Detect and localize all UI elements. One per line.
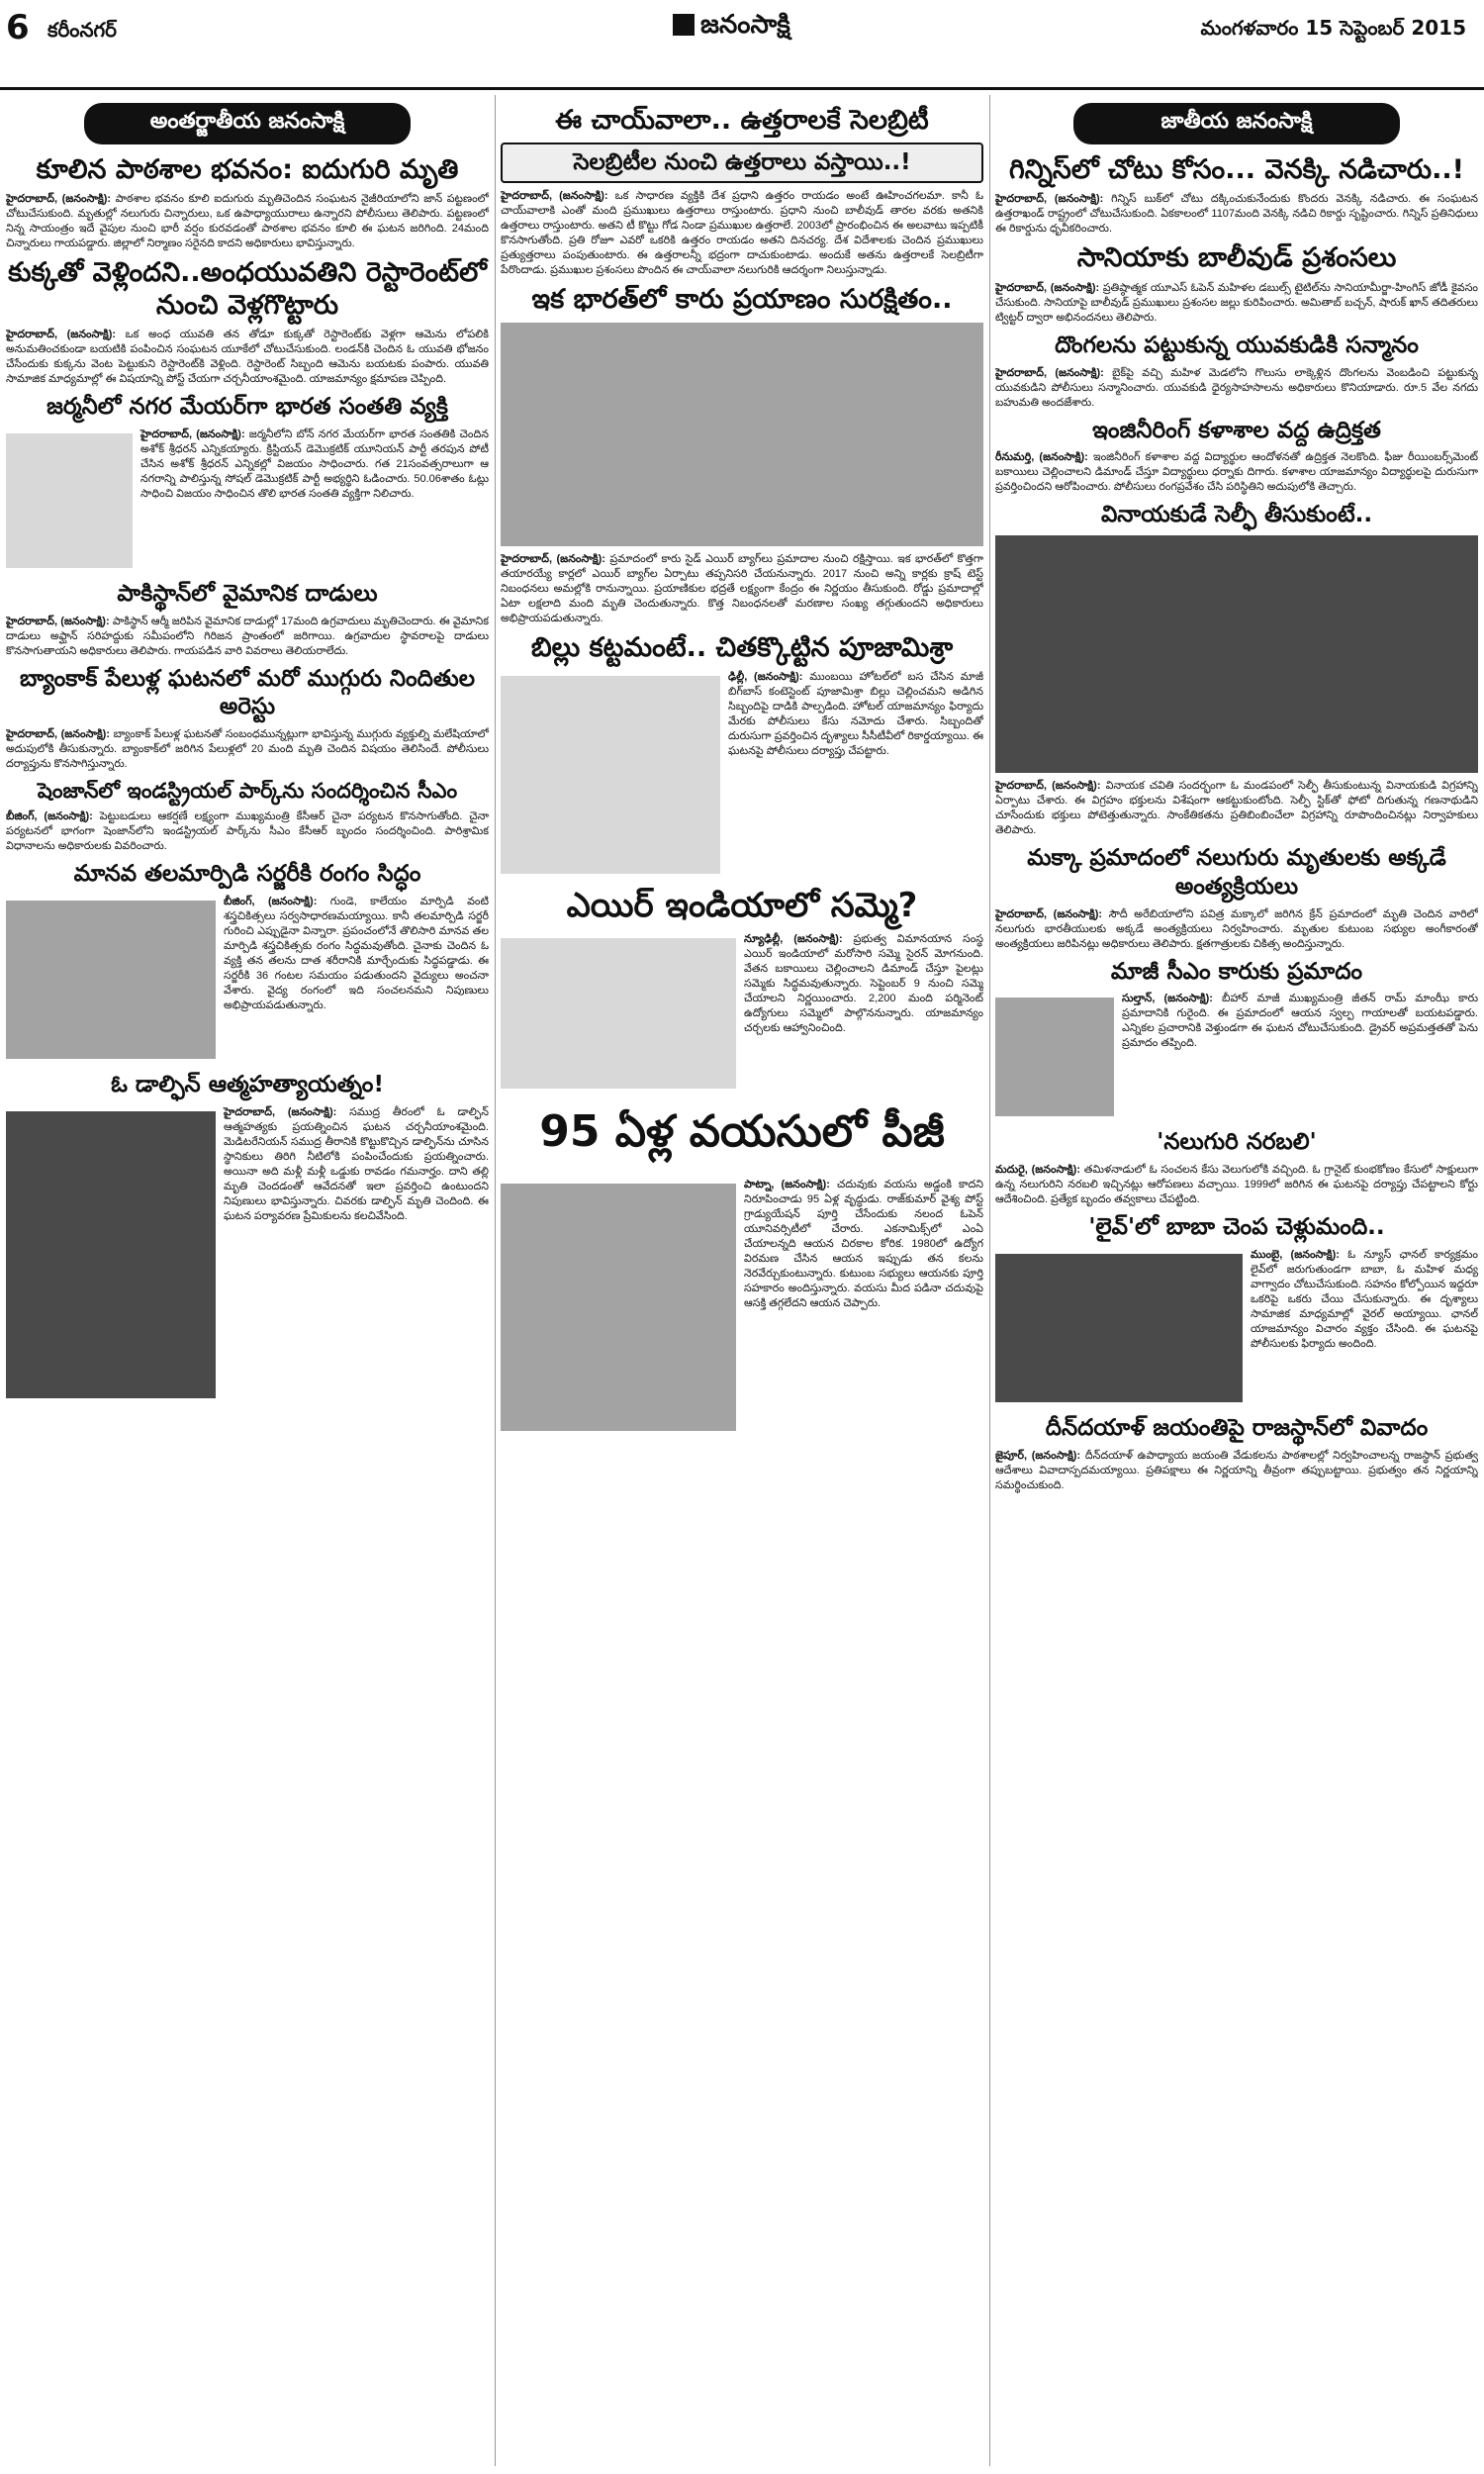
headline: కుక్కతో వెళ్లిందని..అంధయువతిని రెస్టారెంట్‌లో నుంచి వెళ్లగొట్టారు <box>8 257 487 321</box>
article-text: పాకిస్థాన్ ఆర్మీ జరిపిన వైమానిక దాడుల్లో 17మంది ఉగ్రవాదులు మృతిచెందారు. ఈ వైమానిక దాడులు అఫ్ఘాన్ సరిహద్దుకు సమీపంలోని గిరిజన ప్రాంతంలో జరిగాయి. ఉగ్రవాదుల స్థావరాలపై దాడులు కొనసాగుతాయని అధికారులు తెలిపారు. గాయపడిన వారి వివరాలు తెలియరాలేదు. <box>6 615 489 657</box>
headline: సానియాకు బాలీవుడ్ ప్రశంసలు <box>1076 242 1397 274</box>
byline: హైదరాబాద్, (జనంసాక్షి): <box>224 1105 337 1118</box>
column-international <box>6 99 489 2464</box>
column-divider <box>495 95 496 2466</box>
byline: హైదరాబాద్, (జనంసాక్షి): <box>6 615 110 627</box>
headline: దొంగలను పట్టుకున్న యువకుడికి సన్మానం <box>1055 332 1419 358</box>
headline: గిన్నిస్‌లో చోటు కోసం... వెనక్కి నడిచారు..! <box>1009 154 1464 185</box>
article-body <box>995 907 1478 952</box>
headline: ఎయిర్ ఇండియాలో సమ్మె? <box>566 885 918 925</box>
patient-photo <box>6 901 216 1059</box>
page-number: 6 <box>6 8 30 48</box>
byline: హైదరాబాద్, (జనంసాక్షి): <box>995 193 1104 206</box>
article-with-photo <box>995 1248 1478 1408</box>
article-text: ముంబయి హోటల్‌లో బస చేసిన మాజీ బిగ్‌బాస్ కంటెస్టెంట్ పూజామిశ్రా బిల్లు చెల్లించమని అడిగిన సిబ్బందిపై దాడికి పాల్పడింది. హోటల్ యాజమాన్యం ఫిర్యాదు మేరకు పోలీసులు కేసు నమోదు చేశారు. సిబ్బందితో దురుసుగా ప్రవర్తించిన దృశ్యాలు సీసీటీవీలో రికార్డయ్యాయి. ఈ ఘటనపై పోలీసులు దర్యాప్తు చేపట్టారు. <box>728 670 983 757</box>
article-text: తమిళనాడులో ఓ సంచలన కేసు వెలుగులోకి వచ్చింది. ఓ గ్రానైట్ కుంభకోణం కేసులో సాక్షులుగా ఉన్న నలుగురిని నరబలి ఇచ్చినట్లు ఆరోపణలు వచ్చాయి. 1999లో జరిగిన ఈ ఘటనపై దర్యాప్తు చేపట్టాలని కోర్టు ఆదేశించింది. ప్రత్యేక బృందం తవ్వకాలు చేపట్టింది. <box>995 1164 1478 1206</box>
article-body <box>744 932 983 1091</box>
article-with-photo <box>501 670 983 880</box>
live-tv-slap-photo <box>995 1254 1243 1402</box>
article-text: చదువుకు వయసు అడ్డంకి కాదని నిరూపించాడు 95 ఏళ్ల వృద్ధుడు. రాజ్‌కుమార్ వైశ్య పోస్ట్ గ్రాడ్యుయేషన్ పూర్తి చేసేందుకు నలంద ఓపెన్ యూనివర్సిటీలో చేరారు. ఎకనామిక్స్‌లో ఎంఏ చేయాలన్నది ఆయన చిరకాల కోరిక. 1980లో ఉద్యోగ విరమణ చేసిన ఆయన ఇప్పుడు తన కలను నెరవేర్చుకుంటున్నారు. కుటుంబ సభ్యులు ఆయనకు పూర్తి సహకారం అందిస్తున్నారు. వయసు మీద పడినా చదువుపై ఆసక్తి తగ్గలేదని ఆయన చెప్పారు. <box>744 1178 983 1309</box>
article-text: బ్యాంకాక్ పేలుళ్ల ఘటనతో సంబంధమున్నట్లుగా భావిస్తున్న ముగ్గురు వ్యక్తుల్ని మలేషియాలో అదుపులోకి తీసుకున్నారు. బ్యాంకాక్‌లో జరిగిన పేలుళ్లలో 20 మంది మృతి చెందిన విషయం తెలిసిందే. పోలీసులు దర్యాప్తును కొనసాగిస్తున్నారు. <box>6 728 489 771</box>
headline: ఓ డాల్ఫిన్ ఆత్మహత్యాయత్నం! <box>111 1072 384 1098</box>
byline: హైదరాబాద్, (జనంసాక్షి): <box>995 366 1104 379</box>
byline: న్యూఢిల్లీ, (జనంసాక్షి): <box>744 932 843 945</box>
byline: జైపూర్, (జనంసాక్షి): <box>995 1449 1081 1462</box>
issue-date: మంగళవారం 15 సెప్టెంబర్ 2015 <box>1200 16 1466 40</box>
air-india-plane-photo <box>501 938 736 1089</box>
headline: వినాయకుడే సెల్ఫీ తీసుకుంటే.. <box>1100 502 1373 528</box>
headline: బ్యాంకాక్ పేలుళ్ల ఘటనలో మరో ముగ్గురు నిందితుల అరెస్టు <box>19 665 476 720</box>
elderly-student-photo <box>501 1184 736 1431</box>
byline: రీనుమర్తి, (జనంసాక్షి): <box>995 451 1088 464</box>
headline: దీన్‌దయాళ్ జయంతిపై రాజస్థాన్‌లో వివాదం <box>1045 1414 1429 1441</box>
byline: హైదరాబాద్, (జనంసాక్షి): <box>995 281 1100 294</box>
byline: ఢిల్లీ, (జనంసాక్షి): <box>728 670 803 683</box>
headline: 'లైవ్'లో బాబా చెంప చెళ్లుమంది.. <box>1088 1214 1385 1241</box>
article-body <box>728 670 983 876</box>
article-text: బైక్‌పై వచ్చి మహిళ మెడలోని గొలుసు లాక్కెళ్లిన దొంగలను వెంబడించి పట్టుకున్న యువకుడిని పోలీసులు సన్మానించారు. యువకుడి ధైర్యసాహసాలను అధికారులు కొనియాడారు. రూ.5 వేల నగదు బహుమతి అందజేశారు. <box>995 366 1478 409</box>
headline: మానవ తలమార్పిడి సర్జరీకి రంగం సిద్ధం <box>73 861 421 888</box>
article-with-photo <box>6 428 489 574</box>
article-text: పాఠశాల భవనం కూలి ఐదుగురు మృతిచెందిన సంఘటన నైజీరియాలోని జాన్ పట్టణంలో చోటుచేసుకుంది. మృతుల్లో నలుగురు చిన్నారులు, ఒక ఉపాధ్యాయురాలు ఉన్నారని పోలీసులు తెలిపారు. పట్టణంలో నిన్న సాయంత్రం ఇదే వైపుల నుంచి భారీ వర్షం కురవడంతో పాఠశాల భవనం కూలి ఈ ఘటన జరిగింది. 24మంది చిన్నారులు గాయపడ్డారు. జిల్లాలో నిర్మాణం సరైనది కాదని అధికారులు భావిస్తున్నారు. <box>6 193 489 250</box>
newspaper-logo <box>673 10 790 46</box>
column-divider <box>989 95 990 2466</box>
article-text: సముద్ర తీరంలో ఓ డాల్ఫిన్ ఆత్మహత్యకు ప్రయత్నించిన ఘటన చర్చనీయాంశమైంది. మెడిటరేనియన్ సముద్ర తీరానికి కొట్టుకొచ్చిన డాల్ఫిన్‌ను చూసిన స్థానికులు తిరిగి నీటిలోకి పంపించేందుకు ప్రయత్నించారు. అయినా అది మళ్లీ మళ్లీ ఒడ్డుకు రావడం గమనార్హం. దాని తల్లి మృతి చెందడంతో ఆవేదనతో ఇలా ప్రవర్తించి ఉంటుందని నిపుణులు భావిస్తున్నారు. చివరకు డాల్ఫిన్ మృతి చెందింది. ఈ ఘటన పర్యావరణ ప్రేమికులను కలచివేసింది. <box>224 1105 489 1222</box>
byline: హైదరాబాద్, (జనంసాక్షి): <box>995 780 1101 793</box>
article-text: పెట్టుబడులు ఆకర్షణే లక్ష్యంగా ముఖ్యమంత్రి కేసీఆర్ చైనా పర్యటన కొనసాగుతోంది. చైనా పర్యటనలో భాగంగా షెంజాన్‌లోని ఇండస్ట్రియల్ పార్క్‌ను సీఎం కేసీఆర్ బృందం సందర్శించింది. పారిశ్రామిక విధానాలను అధికారులకు వివరించారు. <box>6 810 489 853</box>
headline: మాజీ సీఎం కారుకు ప్రమాదం <box>1110 958 1363 985</box>
masthead <box>0 0 1484 90</box>
headline: కూలిన పాఠశాల భవనం: ఐదుగురి మృతి <box>36 154 459 185</box>
article-text: గిన్నిస్ బుక్‌లో చోటు దక్కించుకునేందుకు కొందరు వెనక్కి నడిచారు. ఈ సంఘటన ఉత్తరాఖండ్ రాష్ట్రంలో చోటుచేసుకుంది. ఏకకాలంలో 1107మంది వెనక్కి నడిచి రికార్డు సృష్టించారు. గిన్నిస్ ప్రతినిధులు ఈ రికార్డును ధృవీకరించారు. <box>995 193 1478 236</box>
mayor-portrait-photo <box>6 433 133 568</box>
byline: హైదరాబాద్, (జనంసాక్షి): <box>6 193 112 206</box>
article-text: ఇంజినీరింగ్ కళాశాల వద్ద విద్యార్థుల ఆందోళనతో ఉద్రిక్తత నెలకొంది. ఫీజు రీయింబర్స్‌మెంట్ బకాయిలు చెల్లించాలని డిమాండ్ చేస్తూ విద్యార్థులు ధర్నాకు దిగారు. కళాశాల యాజమాన్యం విద్యార్థులపై దురుసుగా ప్రవర్తించిందని ఆరోపించారు. పోలీసులు రంగప్రవేశం చేసి పరిస్థితిని అదుపులోకి తెచ్చారు. <box>995 451 1478 494</box>
headline: బిల్లు కట్టమంటే.. చితక్కొట్టిన పూజామిశ్రా <box>530 631 954 663</box>
article-body <box>6 615 489 659</box>
article-body <box>6 809 489 854</box>
article-body <box>224 895 489 1061</box>
article-body <box>995 1449 1478 1493</box>
article-body <box>501 189 983 278</box>
byline: ముంబై, (జనంసాక్షి): <box>1251 1248 1340 1261</box>
section-headline: ఈ చాయ్‌వాలా.. ఉత్తరాలకే సెలబ్రిటీ <box>555 105 929 136</box>
headline: ఇంజినీరింగ్ కళాశాల వద్ద ఉద్రిక్తత <box>1092 417 1381 443</box>
byline: సుల్తాన్, (జనంసాక్షి): <box>1122 993 1213 1005</box>
article-body <box>744 1178 983 1433</box>
article-body <box>995 192 1478 237</box>
column-features <box>501 99 983 2464</box>
headline: పాకిస్థాన్‌లో వైమానిక దాడులు <box>117 580 378 607</box>
article-text: దీన్‌దయాళ్ ఉపాధ్యాయ జయంతి వేడుకలను పాఠశాలల్లో నిర్వహించాలన్న రాజస్థాన్ ప్రభుత్వ ఆదేశాలు వివాదాస్పదమయ్యాయి. ప్రతిపక్షాలు ఈ నిర్ణయాన్ని తీవ్రంగా తప్పుబట్టాయి. ప్రభుత్వం తన నిర్ణయాన్ని సమర్థించుకుంది. <box>995 1449 1478 1491</box>
edition-place: కరీంనగర్ <box>47 18 117 42</box>
article-with-photo <box>501 1178 983 1437</box>
section-header: అంతర్జాతీయ జనంసాక్షి <box>84 103 411 144</box>
article-text: బీహార్ మాజీ ముఖ్యమంత్రి జీతన్ రామ్ మాంఝీ కారు ప్రమాదానికి గురైంది. ఈ ప్రమాదంలో ఆయన స్వల్ప గాయాలతో బయటపడ్డారు. ఎన్నికల ప్రచారానికి వెళ్తుండగా ఈ ఘటన చోటుచేసుకుంది. డ్రైవర్ అప్రమత్తతతో పెను ప్రమాదం తప్పింది. <box>1122 993 1478 1050</box>
byline: హైదరాబాద్, (జనంసాక్షి): <box>501 190 608 203</box>
article-body <box>1122 992 1478 1118</box>
article-text: ప్రభుత్వ విమానయాన సంస్థ ఎయిర్ ఇండియాలో మరోసారి సమ్మె సైరన్ మోగనుంది. వేతన బకాయిలు చెల్లించాలని డిమాండ్ చేస్తూ పైలట్లు సమ్మెకు సిద్ధమవుతున్నారు. సెప్టెంబర్ 9 నుంచి సమ్మె చేయాలని నిర్ణయించారు. 2,200 మంది పర్మినెంట్ ఉద్యోగులు సమ్మెలో పాల్గొననున్నారు. యాజమాన్యం చర్చలకు ఆహ్వానించింది. <box>744 932 983 1034</box>
article-body <box>6 727 489 772</box>
article-text: ప్రతిష్ఠాత్మక యూఎస్ ఓపెన్ మహిళల డబుల్స్ టైటిల్‌ను సానియామీర్జా-హింగిస్ జోడీ కైవసం చేసుకుంది. సానియాపై బాలీవుడ్ ప్రముఖులు ప్రశంసల జల్లు కురిపించారు. అమితాబ్ బచ్చన్, షారుక్ ఖాన్ తదితరులు ట్విట్టర్ ద్వారా అభినందనలు తెలిపారు. <box>995 281 1478 324</box>
byline: హైదరాబాద్, (జనంసాక్షి): <box>6 728 111 741</box>
article-text: జర్మనీలోని బోన్ నగర మేయర్‌గా భారత సంతతికి చెందిన అశోక్ శ్రీధరన్ ఎన్నికయ్యారు. క్రిస్టియన్ డెమొక్రటిక్ యూనియన్ పార్టీ తరపున పోటీ చేసిన అశోక్ శ్రీధరన్ ఎన్నికల్లో విజయం సాధించారు. గత 21సంవత్సరాలుగా ఆ నగరాన్ని పాలిస్తున్న సోషల్ డెమొక్రటిక్ పార్టీ అభ్యర్థిని ఓడించారు. 50.06శాతం ఓట్లు సాధించి విజయం సాధించిన తొలి భారత సంతతి వ్యక్తిగా నిలిచారు. <box>140 428 489 500</box>
byline: హైదరాబాద్, (జనంసాక్షి): <box>501 552 605 565</box>
article-text: వినాయక చవితి సందర్భంగా ఓ మండపంలో సెల్ఫీ తీసుకుంటున్న వినాయకుడి విగ్రహాన్ని ఏర్పాటు చేశారు. ఈ విగ్రహం భక్తులను విశేషంగా ఆకట్టుకుంటోంది. సెల్ఫీ స్టిక్‌తో ఫోటో దిగుతున్న గణనాథుడిని చూసేందుకు భక్తులు పోటెత్తుతున్నారు. సాంకేతికతను ప్రతిబింబించేలా విగ్రహాన్ని రూపొందించినట్లు నిర్వాహకులు తెలిపారు. <box>995 780 1478 837</box>
headline: ఇక భారత్‌లో కారు ప్రయాణం సురక్షితం.. <box>531 284 953 316</box>
article-with-photo <box>6 895 489 1065</box>
article-body <box>995 450 1478 495</box>
article-body <box>6 192 489 251</box>
article-with-photo <box>501 932 983 1094</box>
article-text: ఒక సాధారణ వ్యక్తికి దేశ ప్రధాని ఉత్తరం రాయడం అంటే ఊహించగలమా. కానీ ఓ చాయ్‌వాలాకి ఎంతో మంది ప్రముఖులు ఉత్తరాలు రాస్తుంటారు. ప్రధాని నుంచి బాలీవుడ్ తారల వరకు అతనికి ఉత్తరాలు రాస్తుంటారు. అతని టీ కొట్టు గోడ నిండా ప్రముఖుల ఉత్తరాలే. 2003లో ప్రారంభించిన ఈ అలవాటు ఇప్పటికీ కొనసాగుతోంది. ప్రతి రోజూ ఎవరో ఒకరికి ఉత్తరం రాయడం అతని దినచర్య. దేశ విదేశాలకు చెందిన ప్రముఖులు ప్రత్యుత్తరాలు పంపుతుంటారు. ఈ ఉత్తరాలన్నీ భద్రంగా దాచుకుంటాడు. అందుకే అతను ఉత్తరాలకే సెలబ్రిటీగా పేరొందాడు. ప్రముఖుల ప్రశంసలు పొందిన ఈ చాయ్‌వాలా నలుగురికి ఆదర్శంగా నిలుస్తున్నాడు. <box>501 190 983 277</box>
article-body <box>995 1163 1478 1207</box>
section-header: జాతీయ జనంసాక్షి <box>1073 103 1400 144</box>
pooja-mishra-photo <box>501 676 720 874</box>
headline: సెలబ్రిటీల నుంచి ఉత్తరాలు వస్తాయి..! <box>501 143 983 183</box>
byline: హైదరాబాద్, (జనంసాక్షి): <box>995 907 1103 920</box>
article-text: సౌదీ అరేబియాలోని పవిత్ర మక్కాలో జరిగిన క్రేన్ ప్రమాదంలో మృతి చెందిన వారిలో నలుగురు భారతీయులకు అక్కడే అంత్యక్రియలు నిర్వహించారు. మృతుల కుటుంబ సభ్యుల అంగీకారంతో అంత్యక్రియలు జరిపినట్లు అధికారులు తెలిపారు. క్షతగాత్రులకు చికిత్స అందిస్తున్నారు. <box>995 907 1478 950</box>
byline: హైదరాబాద్, (జనంసాక్షి): <box>140 428 245 440</box>
headline: 'నలుగురి నరబలి' <box>1157 1129 1317 1156</box>
former-cm-photo <box>995 998 1114 1116</box>
byline: బీజింగ్, (జనంసాక్షి): <box>6 810 93 823</box>
article-body <box>501 552 983 626</box>
article-text: ఓ న్యూస్ ఛానల్ కార్యక్రమం లైవ్‌లో జరుగుతుండగా బాబా, ఓ మహిళ మధ్య వాగ్వాదం చోటుచేసుకుంది. సహనం కోల్పోయిన ఇద్దరూ ఒకరిపై ఒకరు చేయి చేసుకున్నారు. ఈ దృశ్యాలు సామాజిక మాధ్యమాల్లో వైరల్ అయ్యాయి. ఛానల్ యాజమాన్యం విచారం వ్యక్తం చేసింది. ఈ ఘటనపై పోలీసులకు ఫిర్యాదు అందింది. <box>1251 1248 1478 1350</box>
brand-name: జనంసాక్షి <box>700 10 790 40</box>
article-with-photo <box>995 992 1478 1122</box>
article-body <box>6 328 489 387</box>
column-national <box>995 99 1478 2464</box>
airbag-photo <box>501 323 983 546</box>
ganesha-selfie-photo <box>995 535 1478 773</box>
article-text: ఒక అంధ యువతి తన తోడూ కుక్కతో రెస్టారెంట్‌కు వెళ్లగా ఆమెను లోపలికి అనుమతించకుండా బయటికి పంపించిన సంఘటన యూకేలో చోటుచేసుకుంది. లండన్‌కి చెందిన ఓ యువతి భోజనం చేసేందుకు కుక్కను వెంట పెట్టుకుని రెస్టారెంట్‌కి వెళ్లింది. రెస్టారెంట్ సిబ్బంది ఆమెను బయటకు పంపారు. యువతి సామాజిక మాధ్యమాల్లో ఈ విషయాన్ని పోస్ట్ చేయగా చర్చనీయాంశమైంది. యాజమాన్యం క్షమాపణ చెప్పింది. <box>6 329 489 386</box>
article-body <box>224 1105 489 1400</box>
article-text: గుండె, కాలేయం మార్పిడి వంటి శస్త్రచికిత్సలు సర్వసాధారణమయ్యాయి. కానీ తలమార్పిడి సర్జరీ గురించి ఎప్పుడైనా విన్నారా. ప్రపంచంలోనే తొలిసారి మానవ తల మార్పిడి శస్త్రచికిత్సకు రంగం సిద్ధమవుతోంది. చైనాకు చెందిన ఓ వ్యక్తి తన తలను దాత శరీరానికి మార్చేందుకు సిద్ధపడ్డాడు. ఈ సర్జరీకి 36 గంటల సమయం పడుతుందని వైద్యులు అంచనా వేశారు. వైద్య రంగంలో ఇది సంచలనమని నిపుణులు అభిప్రాయపడుతున్నారు. <box>224 896 489 1012</box>
article-body <box>995 281 1478 326</box>
article-with-photo <box>6 1105 489 1404</box>
headline: షెంజాన్‌లో ఇండస్ట్రియల్ పార్క్‌ను సందర్శించిన సీఎం <box>37 779 458 804</box>
byline: పాట్నా, (జనంసాక్షి): <box>744 1178 830 1190</box>
byline: బీజింగ్, (జనంసాక్షి): <box>224 896 318 908</box>
logo-mark-icon <box>673 14 695 36</box>
article-text: ప్రమాదంలో కారు సైడ్ ఎయిర్ బ్యాగ్‌లు ప్రమాదాల నుంచి రక్షిస్తాయి. ఇక భారత్‌లో కొత్తగా తయారయ్యే కార్లలో ఎయిర్ బ్యాగ్‌ల ఏర్పాటు తప్పనిసరి చేయనున్నారు. 2017 నుంచి అన్ని కార్లకు క్రాష్ టెస్ట్ నిబంధనలు అమల్లోకి రానున్నాయి. ప్రయాణికుల భద్రతే లక్ష్యంగా కేంద్రం ఈ నిర్ణయం తీసుకుంది. రోడ్డు ప్రమాదాల్లో ఏటా లక్షలాది మంది మృతి చెందుతున్నారు. కొత్త నిబంధనలతో మరణాల సంఖ్య తగ్గుతుందని అధికారులు అభిప్రాయపడుతున్నారు. <box>501 552 983 624</box>
article-body <box>995 779 1478 838</box>
headline: మక్కా ప్రమాదంలో నలుగురు మృతులకు అక్కడే అంత్యక్రియలు <box>1027 845 1446 900</box>
article-body <box>1251 1248 1478 1404</box>
headline: జర్మనీలో నగర మేయర్‌గా భారత సంతతి వ్యక్తి <box>46 394 448 421</box>
article-body <box>140 428 489 570</box>
headline: 95 ఏళ్ల వయసులో పీజీ <box>539 1105 945 1157</box>
article-body <box>995 366 1478 411</box>
byline: మదురై, (జనంసాక్షి): <box>995 1164 1080 1177</box>
byline: హైదరాబాద్, (జనంసాక్షి): <box>6 329 117 341</box>
dolphin-photo <box>6 1111 216 1398</box>
